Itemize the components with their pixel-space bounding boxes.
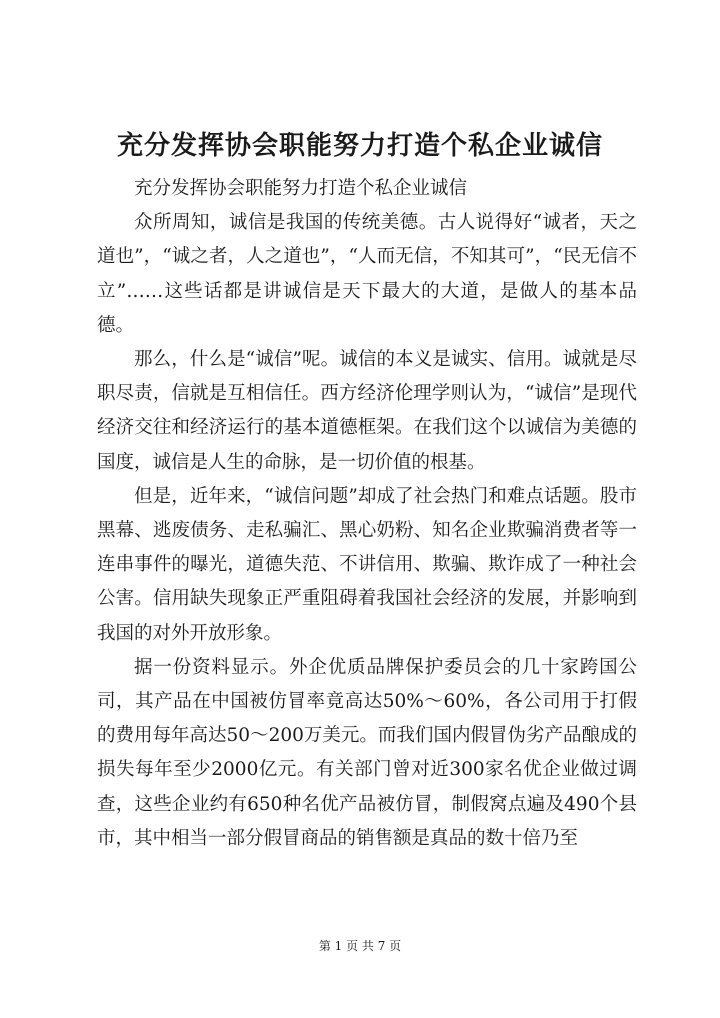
subtitle-paragraph: 充分发挥协会职能努力打造个私企业诚信 (134, 178, 468, 199)
page-footer: 第 1 页 共 7 页 (318, 939, 402, 953)
document-body (97, 172, 637, 856)
paragraph-problem: 但是，近年来，“诚信问题”却成了社会热门和难点话题。股市黑幕、逃废债务、走私骗汇、黑心奶粉、知名企业欺骗消费者等一连串事件的曝光，道德失范、不讲信用、欺骗、欺诈成了一种社会公害。信用缺失现象正严重阻碍着我国社会经济的发展，并影响到我国的对外开放形象。 (97, 485, 637, 644)
paragraph-definition: 那么，什么是“诚信”呢。诚信的本义是诚实、信用。诚就是尽职尽责，信就是互相信任。西方经济伦理学则认为，“诚信”是现代经济交往和经济运行的基本道德框架。在我们这个以诚信为美德的国度，诚信是人生的命脉，是一切价值的根基。 (97, 349, 637, 473)
paragraph-intro: 众所周知，诚信是我国的传统美德。古人说得好“诚者，天之道也”，“诚之者，人之道也”，“人而无信，不知其可”，“民无信不立”……这些话都是讲诚信是天下最大的大道，是做人的基本品德。 (97, 212, 637, 336)
paragraph-statistics: 据一份资料显示。外企优质品牌保护委员会的几十家跨国公司，其产品在中国被仿冒率竟高达50%～60%，各公司用于打假的费用每年高达50～200万美元。而我们国内假冒伪劣产品酿成的损失每年至少2000亿元。有关部门曾对近300家名优企业做过调查，这些企业约有650种名优产品被仿冒，制假窝点遍及490个县市，其中相当一部分假冒商品的销售额是真品的数十倍乃至 (97, 656, 637, 849)
document-title: 充分发挥协会职能努力打造个私企业诚信 (116, 131, 603, 161)
